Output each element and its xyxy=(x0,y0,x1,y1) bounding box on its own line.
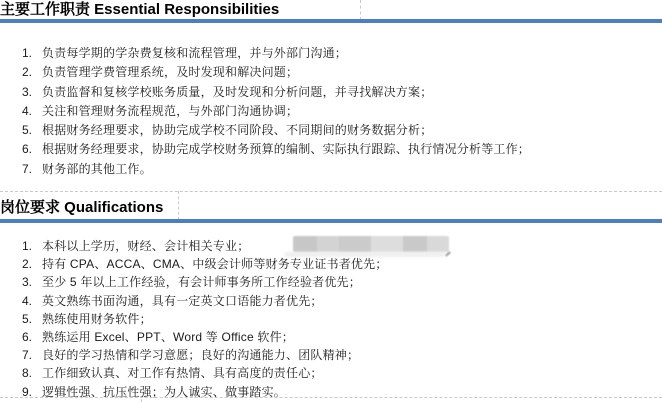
list-item-number: 5. xyxy=(21,311,32,326)
list-item-text: 根据财务经理要求，协助完成学校不同阶段、不同期间的财务数据分析； xyxy=(42,123,433,138)
list-item-number: 7. xyxy=(21,348,32,363)
qualifications-heading: 岗位要求 Qualifications xyxy=(0,199,164,216)
list-item-text: 至少 5 年以上工作经验，有会计师事务所工作经验者优先； xyxy=(42,275,361,290)
list-item-text: 良好的学习热情和学习意愿；良好的沟通能力、团队精神； xyxy=(42,348,360,363)
list-item-number: 4. xyxy=(21,293,32,308)
list-item xyxy=(16,160,530,179)
list-item-number: 6. xyxy=(21,142,32,157)
list-item-number: 3. xyxy=(21,84,32,99)
list-item-number: 7. xyxy=(21,161,32,176)
list-item-text: 负责管理学费管理系统，及时发现和解决问题； xyxy=(42,65,299,80)
table-gridline-horizontal xyxy=(0,397,662,398)
list-item xyxy=(16,63,530,82)
table-gridline-vertical xyxy=(360,0,361,20)
list-item-text: 根据财务经理要求，协助完成学校财务预算的编制、实际执行跟踪、执行情况分析等工作； xyxy=(42,142,531,157)
responsibilities-list xyxy=(16,44,530,179)
list-item xyxy=(16,273,388,291)
list-item-text: 财务部的其他工作。 xyxy=(42,161,152,176)
list-item-number: 9. xyxy=(21,384,32,399)
list-item-text: 熟练运用 Excel、PPT、Word 等 Office 软件； xyxy=(42,329,294,344)
list-item xyxy=(16,346,388,364)
list-item xyxy=(16,83,530,102)
list-item xyxy=(16,328,388,346)
list-item-text: 逻辑性强、抗压性强；为人诚实、做事踏实。 xyxy=(42,384,287,399)
list-item-number: 1. xyxy=(21,46,32,60)
heading-underline-rule xyxy=(0,219,662,223)
list-item-number: 1. xyxy=(21,239,32,253)
table-gridline-horizontal xyxy=(0,191,662,192)
list-item-text: 负责每学期的学杂费复核和流程管理，并与外部门沟通； xyxy=(42,46,348,60)
list-item-text: 熟练使用财务软件； xyxy=(42,311,152,326)
list-item-text: 本科以上学历，财经、会计相关专业； xyxy=(42,239,250,253)
list-item xyxy=(16,44,530,63)
list-item-text: 工作细致认真、对工作有热情、具有高度的责任心； xyxy=(42,366,323,381)
heading-underline-rule xyxy=(0,19,662,23)
list-item-number: 8. xyxy=(21,366,32,381)
list-item-number: 6. xyxy=(21,329,32,344)
list-item-number: 5. xyxy=(21,123,32,138)
list-item-text: 英文熟练书面沟通，具有一定英文口语能力者优先； xyxy=(42,293,323,308)
responsibilities-heading: 主要工作职责 Essential Responsibilities xyxy=(0,1,280,18)
list-item xyxy=(16,102,530,121)
list-item-text: 关注和管理财务流程规范，与外部门沟通协调； xyxy=(42,103,299,118)
list-item-number: 4. xyxy=(21,103,32,118)
list-item xyxy=(16,310,388,328)
list-item xyxy=(16,292,388,310)
list-item xyxy=(16,140,530,159)
list-item-number: 2. xyxy=(21,257,32,272)
list-item xyxy=(16,255,388,273)
redacted-text xyxy=(293,236,449,252)
list-item-number: 2. xyxy=(21,65,32,80)
list-item xyxy=(16,364,388,382)
list-item xyxy=(16,121,530,140)
table-gridline-vertical xyxy=(178,191,179,220)
list-item-text: 持有 CPA、ACCA、CMA、中级会计师等财务专业证书者优先； xyxy=(42,257,388,272)
list-item-text: 负责监督和复核学校账务质量，及时发现和分析问题，并寻找解决方案； xyxy=(42,84,433,99)
list-item-number: 3. xyxy=(21,275,32,290)
qualifications-list xyxy=(16,237,388,401)
